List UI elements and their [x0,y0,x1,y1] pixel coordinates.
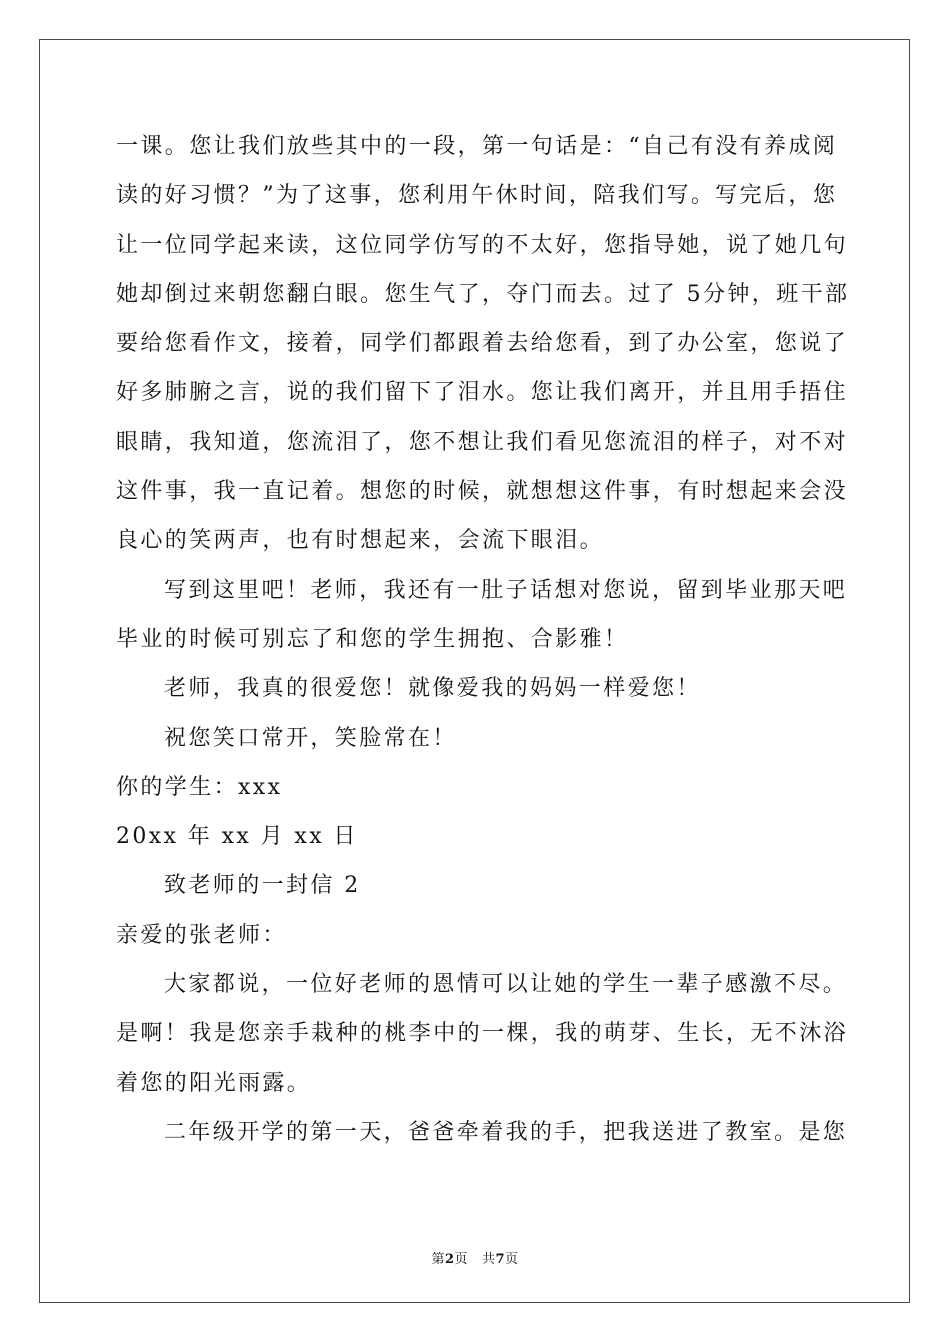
page-suffix: 页 [454,1252,469,1267]
paragraph-start-line: 老师，我真的很爱您！就像爱我的妈妈一样爱您！ [164,676,701,702]
date-line: 20xx 年 xx 月 xx 日 [116,824,358,850]
body-line: 是啊！我是您亲手栽种的桃李中的一棵，我的萌芽、生长，无不沐浴 [116,1021,849,1047]
body-line: 读的好习惯？”为了这事，您利用午休时间，陪我们写。写完后，您 [116,183,838,209]
paragraph-start-line: 二年级开学的第一天，爸爸牵着我的手，把我送进了教室。是您 [164,1119,848,1145]
total-page-count: 7 [495,1252,506,1267]
page-footer [0,1248,950,1267]
closing-wish: 祝您笑口常开，笑脸常在！ [164,725,457,751]
current-page-number: 2 [444,1252,455,1267]
total-prefix: 共 [481,1252,496,1267]
body-line: 要给您看作文，接着，同学们都跟着去给您看，到了办公室，您说了 [116,331,849,357]
page-prefix: 第 [431,1252,445,1267]
body-line: 好多肺腑之言，说的我们留下了泪水。您让我们离开，并且用手捂住 [116,380,849,406]
body-line: 让一位同学起来读，这位同学仿写的不太好，您指导她，说了她几句 [116,232,849,258]
body-line: 一课。您让我们放些其中的一段，第一句话是：“自己有没有养成阅 [116,134,838,159]
body-line: 着您的阳光雨露。 [116,1070,312,1096]
paragraph-start-line: 写到这里吧！老师，我还有一肚子话想对您说，留到毕业那天吧 [164,577,848,603]
letter-title: 致老师的一封信 2 [164,873,361,899]
body-line: 这件事，我一直记着。想您的时候，就想想这件事，有时想起来会没 [116,479,849,505]
body-line: 她却倒过来朝您翻白眼。您生气了，夺门而去。过了 5分钟，班干部 [116,281,850,307]
body-line: 毕业的时候可别忘了和您的学生拥抱、合影雅！ [116,626,629,652]
total-suffix: 页 [505,1252,519,1267]
signature-line: 你的学生：xxx [116,774,283,800]
paragraph-start-line: 大家都说，一位好老师的恩情可以让她的学生一辈子感激不尽。 [164,972,848,998]
salutation: 亲爱的张老师： [116,922,287,948]
document-body [116,122,850,1157]
body-line: 眼睛，我知道，您流泪了，您不想让我们看见您流泪的样子，对不对 [116,429,849,455]
body-line: 良心的笑两声，也有时想起来，会流下眼泪。 [116,528,605,554]
